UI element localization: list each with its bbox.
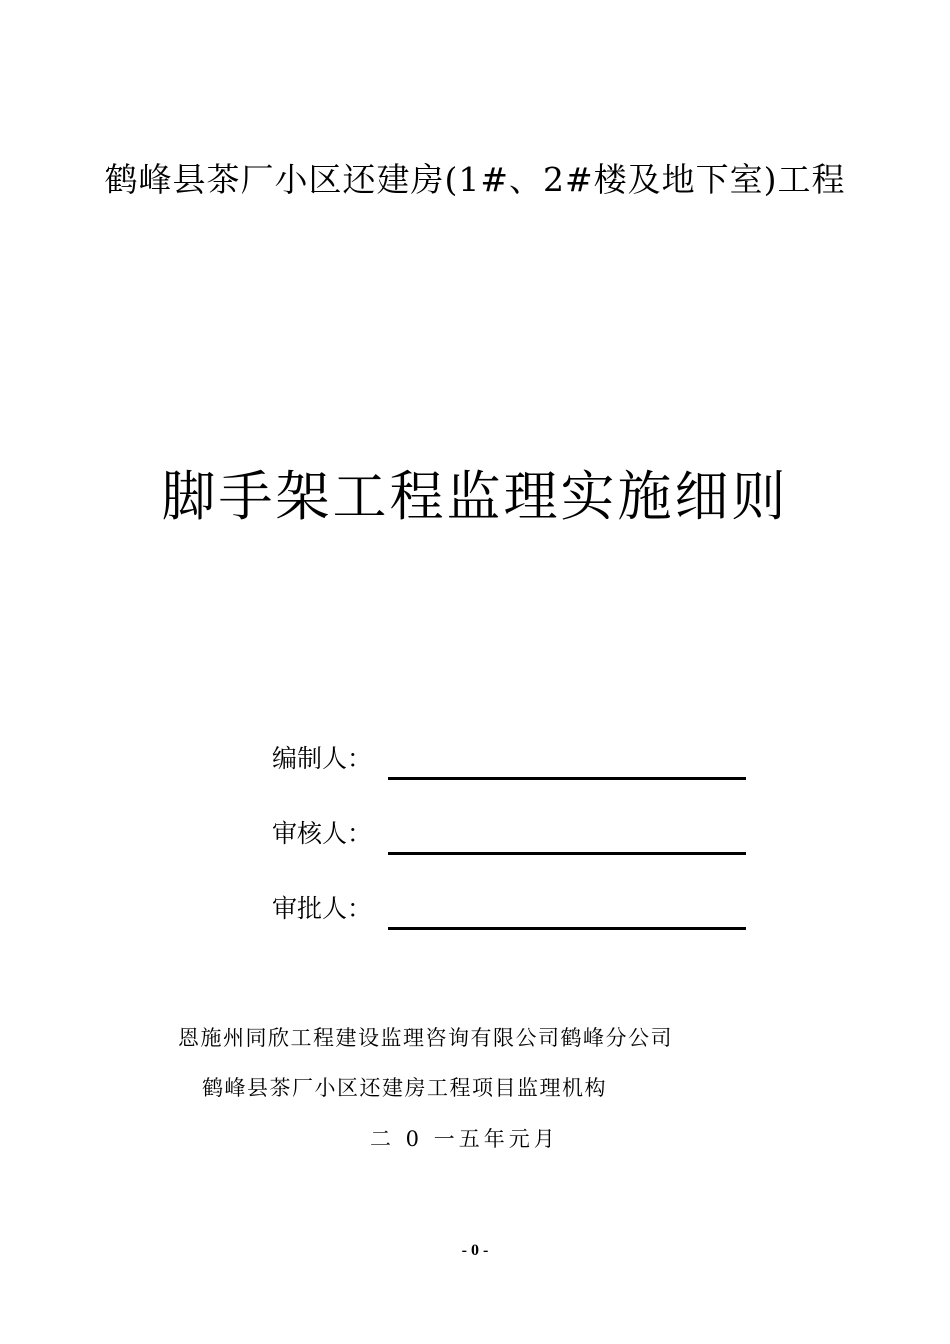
document-title: 脚手架工程监理实施细则: [161, 465, 789, 528]
project-office-name: 鹤峰县茶厂小区还建房工程项目监理机构: [202, 1076, 607, 1100]
page-number: - 0 -: [461, 1242, 489, 1259]
reviewer-signature-row: [272, 816, 752, 860]
reviewer-signature-line: [388, 852, 746, 855]
compiler-signature-line: [388, 777, 746, 780]
approver-signature-row: [272, 891, 752, 935]
compiler-signature-row: [272, 741, 752, 785]
issue-date: 二 0 一五年元月: [370, 1127, 559, 1151]
approver-signature-line: [388, 927, 746, 930]
approver-label: 审批人：: [272, 894, 373, 923]
company-name: 恩施州同欣工程建设监理咨询有限公司鹤峰分公司: [178, 1026, 673, 1050]
compiler-label: 编制人：: [272, 744, 373, 773]
reviewer-label: 审核人：: [272, 819, 373, 848]
project-title: 鹤峰县茶厂小区还建房(1#、2#楼及地下室)工程: [104, 160, 846, 199]
